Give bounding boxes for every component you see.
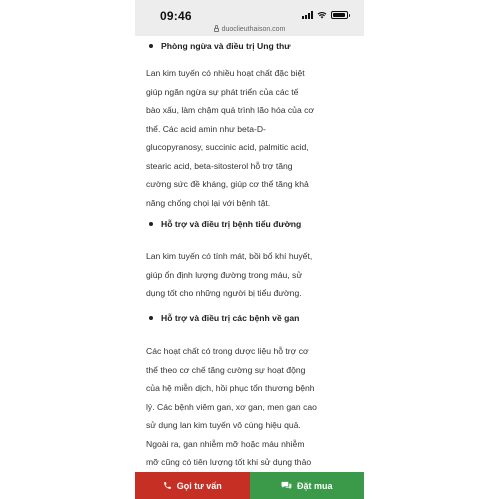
- status-bar: [135, 0, 364, 36]
- section-heading-text: Hỗ trợ và điều trị bệnh tiểu đường: [161, 219, 302, 229]
- section-heading: [149, 41, 290, 51]
- signal-icon: [302, 11, 313, 19]
- chat-icon: [281, 481, 292, 490]
- paragraph-line: lý. Các bệnh viêm gan, xơ gan, men gan cao: [146, 401, 317, 412]
- article-content[interactable]: [135, 36, 364, 472]
- lock-icon: [214, 28, 219, 32]
- paragraph-line: mỡ cũng có tiên lượng tốt khi sử dụng thảo: [146, 457, 312, 467]
- bullet-icon: [149, 44, 153, 48]
- paragraph-line: giúp ổn định lượng đường trong máu, sử: [146, 269, 303, 280]
- paragraph-line: cường sức đề kháng, giúp cơ thể tăng khả: [146, 179, 309, 189]
- paragraph-line: thể. Các acid amin như beta-D-: [146, 123, 266, 134]
- url-text: duoclieuthaison.com: [221, 25, 286, 33]
- paragraph-line: bào xấu, làm chậm quá trình lão hóa của cơ: [146, 105, 315, 115]
- section-heading-text: Phòng ngừa và điều trị Ung thư: [161, 41, 291, 51]
- right-margin: [364, 0, 499, 499]
- call-consult-label: Gọi tư vấn: [176, 480, 222, 491]
- paragraph-line: Ngoài ra, gan nhiễm mỡ hoặc máu nhiễm: [146, 438, 305, 449]
- bullet-icon: [149, 222, 153, 226]
- wifi-icon: [317, 11, 327, 19]
- paragraph-line: của hệ miễn dịch, hồi phục tổn thương bệnh: [146, 383, 315, 393]
- left-margin: [0, 0, 135, 499]
- order-label: Đặt mua: [296, 480, 333, 491]
- battery-icon: [331, 11, 348, 19]
- paragraph-line: thể theo cơ chế tăng cường sự hoạt động: [146, 364, 306, 375]
- bottom-action-bar: [135, 472, 364, 499]
- paragraph-line: Các hoạt chất có trong dược liệu hỗ trợ cơ: [146, 346, 309, 356]
- paragraph-line: năng chống chọi lại với bệnh tật.: [146, 197, 271, 208]
- url-bar[interactable]: [135, 22, 364, 36]
- paragraph-line: glucopyranosy, succinic acid, palmitic acid,: [146, 142, 309, 152]
- order-button[interactable]: [250, 472, 365, 499]
- section-heading: [149, 313, 299, 323]
- bullet-icon: [149, 316, 153, 320]
- status-time: 09:46: [160, 9, 192, 23]
- paragraph-line: stearic acid, beta-sitosterol hỗ trợ tăng: [146, 160, 293, 171]
- section-paragraph: [146, 342, 356, 490]
- paragraph-line: giúp ngăn ngừa sự phát triển của các tế: [146, 86, 299, 97]
- phone-screen: [135, 0, 364, 499]
- call-consult-button[interactable]: [135, 472, 250, 499]
- section-paragraph: [146, 64, 356, 212]
- section-heading: [149, 219, 301, 229]
- section-paragraph: [146, 247, 356, 303]
- paragraph-line: Lan kim tuyến có nhiều hoạt chất đặc biệt: [146, 68, 305, 78]
- status-icons: [302, 11, 348, 19]
- section-heading-text: Hỗ trợ và điều trị các bệnh về gan: [161, 313, 300, 323]
- paragraph-line: dụng tốt cho những người bị tiểu đường.: [146, 288, 302, 298]
- paragraph-line: Lan kim tuyến có tính mát, bồi bổ khí huyết,: [146, 251, 313, 261]
- paragraph-line: sử dụng lan kim tuyến vô cùng hiệu quả.: [146, 420, 301, 430]
- phone-icon: [163, 481, 172, 490]
